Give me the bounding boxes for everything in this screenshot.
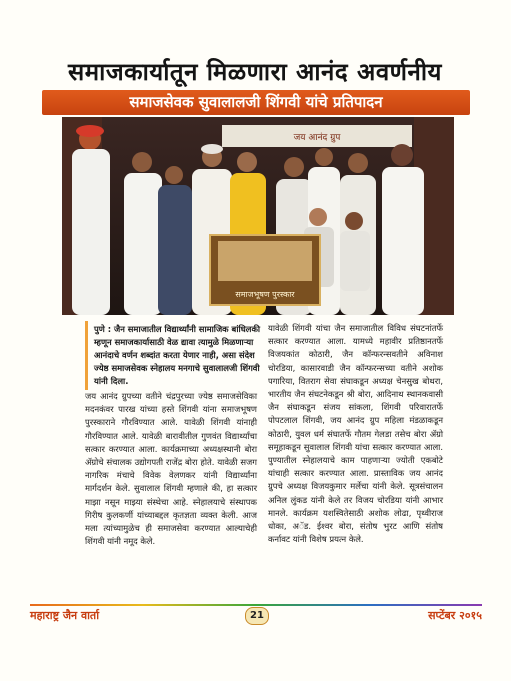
event-photo (62, 117, 454, 315)
article-headline: समाजकार्यातून मिळणारा आनंद अवर्णनीय (68, 57, 442, 86)
event-photo-illustration (62, 117, 454, 315)
stage-banner-text: जय आनंद ग्रुप (293, 133, 341, 143)
award-plaque-text: समाजभूषण पुरस्कार (235, 290, 295, 299)
subheadline-bar (42, 90, 470, 115)
photo-caption: पुणे : जैन समाजातील विद्यार्थ्यांनी सामाजिक बांधिलकी म्हणून समाजकार्यासाठी वेळ द्यावा त्यामुळे मिळणाऱ्या आनंदाचे वर्णन शब्दांत करता येणार नाही, असा संदेश ज्येष्ठ समाजसेवक स्नेहालय मनगाचे सुवालालजी शिंगवी यांनी दिला. (85, 321, 264, 390)
page-number: 21 (245, 607, 269, 625)
article-body-left-column: जय आनंद ग्रुपच्या वतीने चंद्रपुरच्या ज्येष्ठ समाजसेविका मदनकंवर पारख यांच्या हस्ते शिंगवी यांना समाजभूषण पुरस्काराने गौरविण्यात आले. यावेळी शिंगवी यांनाही गौरविण्यात आले. यावेळी बारावीतील गुणवंत विद्यार्थ्यांचा सत्कार करण्यात आला. कार्यक्रमाच्या अध्यक्षस्थानी बोरा ॲग्रोचे संचालक उद्योगपती राजेंद्र बोरा होते. यावेळी सजग नागरिक मंचाचे विवेक वेलणकर यांनी विद्यार्थ्यांना मार्गदर्शन केले. सुवालाल शिंगवी म्हणाले की, हा सत्कार माझा नसून माझ्या संस्थेचा आहे. स्नेहालयाचे संस्थापक गिरीष कुलकर्णी यांच्याबद्दल कृतज्ञता व्यक्त केली. आज मला त्यांच्यामुळेच ही समाजसेवा करण्यात आल्याचेही शिंगवी यांनी नमूद केले. (85, 391, 257, 547)
issue-date: सप्टेंबर २०१५ (428, 609, 482, 622)
publication-name: महाराष्ट्र जैन वार्ता (30, 609, 100, 622)
article-subheadline: समाजसेवक सुवालालजी शिंगवी यांचे प्रतिपादन (129, 93, 383, 111)
article-body-right-column: यावेळी शिंगवी यांचा जैन समाजातील विविध संघटनांतर्फे सत्कार करण्यात आला. यामध्ये महावीर प्रतिष्ठानतर्फे विजयकांत कोठारी, जैन कॉन्फरन्सवतीने अविनाश चोरडिया, कासारवाडी जैन कॉन्फरन्सच्या वतीने अशोक पगारिया, वितराग सेवा संघाकडून अध्यक्ष चेनसुख बोथरा, भारतीय जैन संघटनेकडून श्री बोरा, आदिनाथ स्थानकवासी जैन संघाकडून संजय सांकला, शिंगवी परिवारातर्फे पोपटलाल शिंगवी, जय आनंद ग्रुप महिला मंडळाकडून कोठारी, युवल धर्म संघातर्फे गौतम गेलडा तसेच बोरा ॲग्रो समूहाकडून सुवालाल शिंगवी यांचा सत्कार करण्यात आला. पुण्यातील स्नेहालयाचे काम पाहणाऱ्या ज्योती एकबोटे यांचाही सत्कार करण्यात आला. प्रास्ताविक जय आनंद ग्रुपचे अध्यक्ष विजयकुमार मर्लेचा यांनी केले. सूत्रसंचालन अनिल लुंकड यांनी केले तर विजय चोरडिया यांनी आभार मानले. कार्यक्रम यशस्वितेसाठी अशोक लोढा, पृथ्वीराज धोका, अॅड. ईश्वर बोरा, संतोष भुरट आणि संतोष कर्नावट यांनी विशेष प्रयत्न केले. (268, 323, 443, 545)
page-footer (30, 607, 482, 625)
footer-divider (30, 604, 482, 606)
